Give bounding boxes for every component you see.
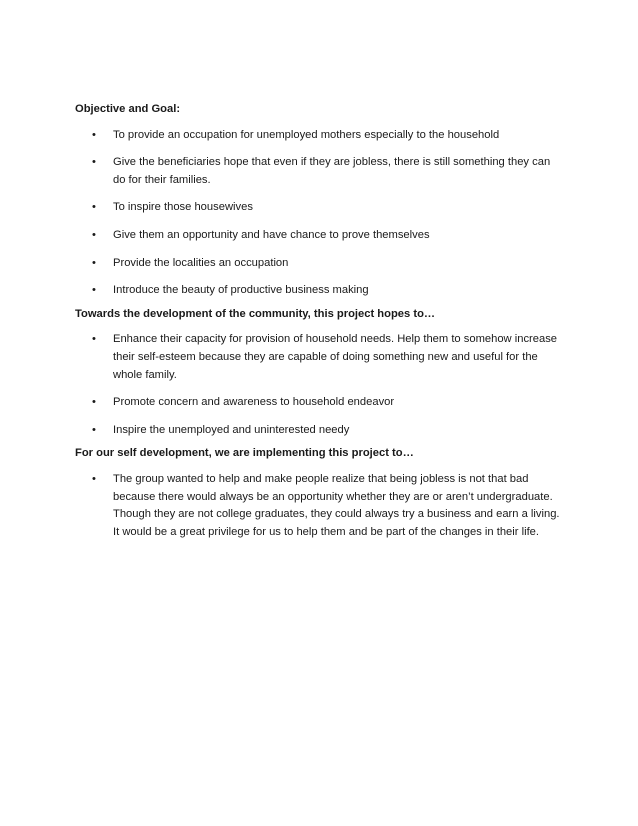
list-item-text: Promote concern and awareness to household endeavor — [113, 396, 395, 409]
bullet-list — [75, 471, 565, 541]
list-item — [75, 422, 565, 440]
bullet-icon: • — [92, 423, 96, 436]
bullet-icon: • — [92, 284, 96, 297]
bullet-icon: • — [92, 396, 96, 409]
list-item-text: Give the beneficiaries hope that even if they are jobless, there is still something they can do for their families. — [113, 156, 551, 186]
list-item-text: Give them an opportunity and have chance to prove themselves — [113, 228, 430, 241]
list-item — [75, 154, 565, 189]
section-heading: Objective and Goal: — [75, 103, 181, 115]
list-item-text: To provide an occupation for unemployed mothers especially to the household — [113, 128, 500, 141]
list-item-text: Provide the localities an occupation — [113, 256, 289, 269]
section-heading: Towards the development of the community, this project hopes to… — [75, 307, 436, 320]
list-item-text: Introduce the beauty of productive business making — [113, 284, 369, 297]
list-item — [75, 471, 565, 541]
list-item-text: To inspire those housewives — [113, 201, 253, 214]
bullet-icon: • — [92, 256, 96, 269]
list-item — [75, 282, 565, 300]
bullet-icon: • — [92, 472, 96, 485]
section-self-development — [75, 445, 565, 541]
document-body — [75, 101, 565, 551]
bullet-icon: • — [92, 228, 96, 241]
bullet-icon: • — [92, 333, 96, 346]
section-heading: For our self development, we are implementing this project to… — [75, 447, 414, 460]
list-item-text: The group wanted to help and make people realize that being jobless is not that bad because there would always be an opportunity whether they are or aren’t undergraduate. Though they are not college graduates, they could always try a business and earn a living. It would be a great privilege for us to help them and be part of the changes in their life. — [113, 472, 560, 538]
bullet-icon: • — [92, 201, 96, 214]
section-community-development — [75, 306, 565, 440]
bullet-list — [75, 127, 565, 300]
list-item — [75, 199, 565, 217]
bullet-icon: • — [92, 128, 96, 141]
list-item-text: Inspire the unemployed and uninterested needy — [113, 423, 350, 436]
list-item — [75, 394, 565, 412]
list-item — [75, 227, 565, 245]
section-objective-goal — [75, 101, 565, 300]
bullet-icon: • — [92, 156, 96, 169]
bullet-list — [75, 331, 565, 439]
list-item-text: Enhance their capacity for provision of household needs. Help them to somehow increase their self-esteem because they are capable of doing something new and useful for the whole family. — [113, 333, 558, 381]
list-item — [75, 331, 565, 384]
list-item — [75, 127, 565, 145]
list-item — [75, 255, 565, 273]
